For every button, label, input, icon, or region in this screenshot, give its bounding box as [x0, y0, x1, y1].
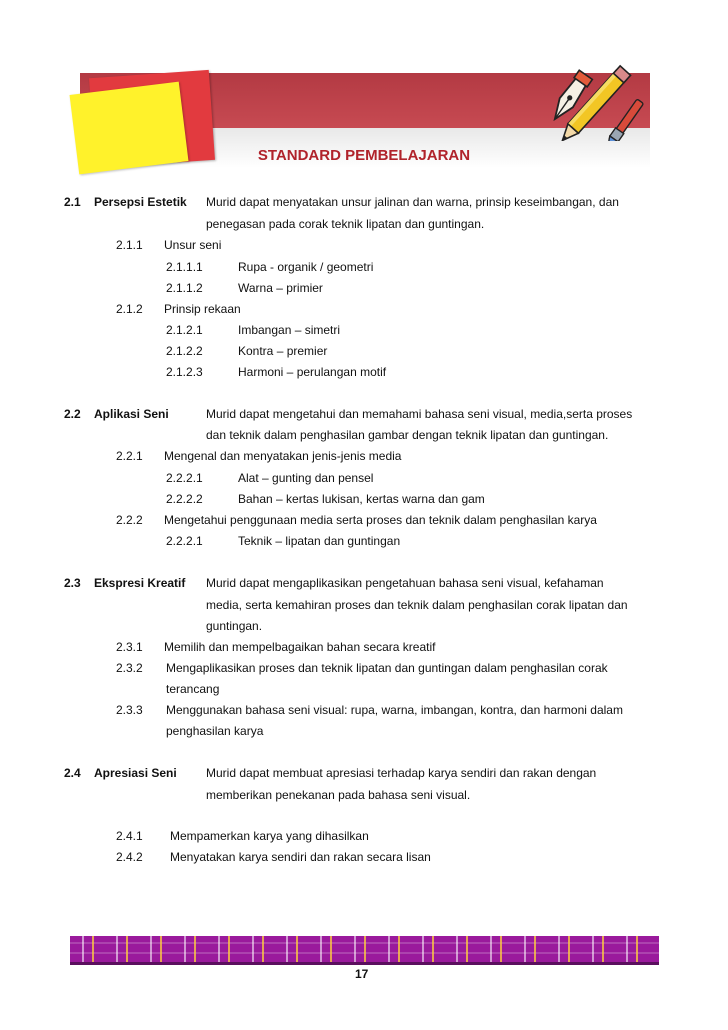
item-text: Unsur seni	[164, 238, 222, 252]
subitem-text: Alat – gunting dan pensel	[238, 471, 374, 485]
section-description: memberikan penekanan pada bahasa seni visual.	[206, 788, 471, 802]
item-text: Mempamerkan karya yang dihasilkan	[170, 829, 369, 843]
item-text: Menyatakan karya sendiri dan rakan secara lisan	[170, 850, 431, 864]
item-number: 2.3.3	[116, 703, 143, 717]
item-number: 2.4.2	[116, 850, 143, 864]
footer-decorative-band	[70, 936, 659, 962]
item-text: Menggunakan bahasa seni visual: rupa, warna, imbangan, kontra, dan harmoni dalam	[166, 703, 623, 717]
subitem-number: 2.2.2.1	[166, 471, 203, 485]
item-text: Mengetahui penggunaan media serta proses dan teknik dalam penghasilan karya	[164, 513, 597, 527]
item-number: 2.2.2	[116, 513, 143, 527]
item-number: 2.2.1	[116, 449, 143, 463]
subitem-number: 2.1.2.1	[166, 323, 203, 337]
subitem-number: 2.2.2.1	[166, 534, 203, 548]
section-number: 2.2	[64, 407, 81, 421]
subitem-number: 2.1.2.2	[166, 344, 203, 358]
section-label: Ekspresi Kreatif	[94, 576, 186, 590]
subitem-text: Harmoni – perulangan motif	[238, 365, 387, 379]
section-description: Murid dapat menyatakan unsur jalinan dan warna, prinsip keseimbangan, dan	[206, 195, 619, 209]
item-text: Mengenal dan menyatakan jenis-jenis media	[164, 449, 402, 463]
item-number: 2.4.1	[116, 829, 143, 843]
section-number: 2.1	[64, 195, 81, 209]
section-description: penegasan pada corak teknik lipatan dan guntingan.	[206, 217, 485, 231]
subitem-text: Imbangan – simetri	[238, 323, 341, 337]
page-title: STANDARD PEMBELAJARAN	[257, 147, 471, 164]
subitem-text: Warna – primier	[238, 281, 323, 295]
subitem-number: 2.1.1.2	[166, 281, 203, 295]
subitem-text: Rupa - organik / geometri	[238, 260, 374, 274]
page-number: 17	[355, 967, 369, 981]
subitem-number: 2.2.2.2	[166, 492, 203, 506]
section-description: media, serta kemahiran proses dan teknik dalam penghasilan corak lipatan dan	[206, 598, 628, 612]
item-text: penghasilan karya	[166, 724, 264, 738]
item-text: terancang	[166, 682, 220, 696]
section-description: Murid dapat mengaplikasikan pengetahuan bahasa seni visual, kefahaman	[206, 576, 604, 590]
subitem-text: Bahan – kertas lukisan, kertas warna dan gam	[238, 492, 485, 506]
section-label: Persepsi Estetik	[94, 195, 187, 209]
item-text: Memilih dan mempelbagaikan bahan secara kreatif	[164, 640, 436, 654]
section-label: Aplikasi Seni	[94, 407, 169, 421]
section-description: Murid dapat membuat apresiasi terhadap karya sendiri dan rakan dengan	[206, 766, 597, 780]
section-description: guntingan.	[206, 619, 263, 633]
section-number: 2.3	[64, 576, 81, 590]
item-number: 2.3.1	[116, 640, 143, 654]
section-label: Apresiasi Seni	[94, 766, 177, 780]
section-number: 2.4	[64, 766, 81, 780]
footer-band-edge	[70, 962, 659, 965]
subitem-text: Teknik – lipatan dan guntingan	[238, 534, 401, 548]
subitem-text: Kontra – premier	[238, 344, 328, 358]
item-text: Mengaplikasikan proses dan teknik lipatan dan guntingan dalam penghasilan corak	[166, 661, 608, 675]
item-number: 2.3.2	[116, 661, 143, 675]
subitem-number: 2.1.1.1	[166, 260, 203, 274]
item-number: 2.1.1	[116, 238, 143, 252]
section-description: Murid dapat mengetahui dan memahami bahasa seni visual, media,serta proses	[206, 407, 633, 421]
item-number: 2.1.2	[116, 302, 143, 316]
pen-pencil-brush-icon	[540, 46, 650, 141]
subitem-number: 2.1.2.3	[166, 365, 203, 379]
item-text: Prinsip rekaan	[164, 302, 241, 316]
section-description: dan teknik dalam penghasilan gambar dengan teknik lipatan dan guntingan.	[206, 428, 609, 442]
